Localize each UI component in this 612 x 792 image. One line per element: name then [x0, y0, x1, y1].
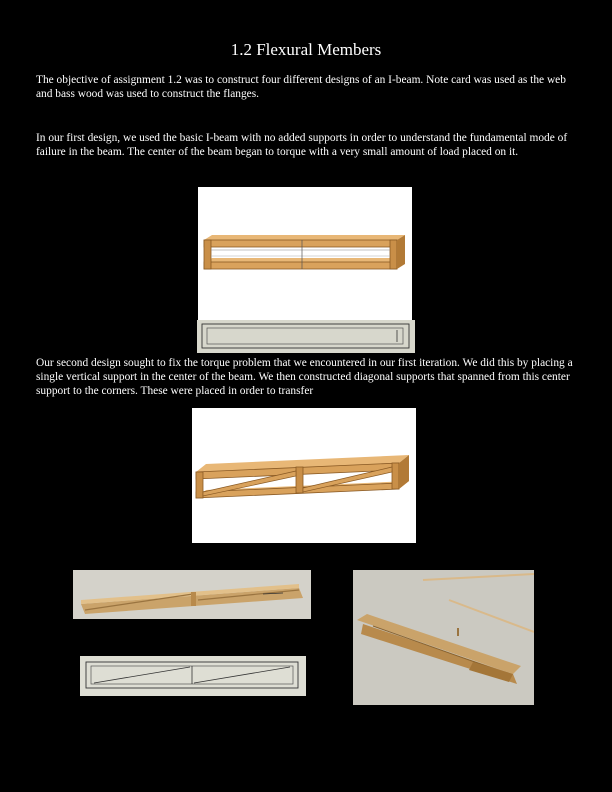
first-design-sketch-image [197, 320, 415, 353]
first-design-paragraph: In our first design, we used the basic I-beam with no added supports in order to understand the fundamental mode of failure in the beam. The center of the beam began to torque with a very small amount of load placed on it. [36, 132, 568, 158]
second-design-photo-image [73, 570, 311, 619]
page-title: 1.2 Flexural Members [230, 40, 382, 59]
failed-beam-photo-image [353, 570, 534, 705]
second-design-paragraph: Our second design sought to fix the torque problem that we encountered in our first iteration. We did this by placing a single vertical support in the center of the beam. We then constructed diagonal supports that spanned from this center support to the corners. These were placed in order to transfer [36, 357, 573, 397]
second-design-render-image [192, 408, 416, 543]
first-design-render-image [198, 187, 412, 320]
intro-paragraph: The objective of assignment 1.2 was to construct four different designs of an I-beam. Note card was used as the web and bass wood was used to construct the flanges. [36, 74, 566, 100]
second-design-sketch-image [80, 656, 306, 696]
